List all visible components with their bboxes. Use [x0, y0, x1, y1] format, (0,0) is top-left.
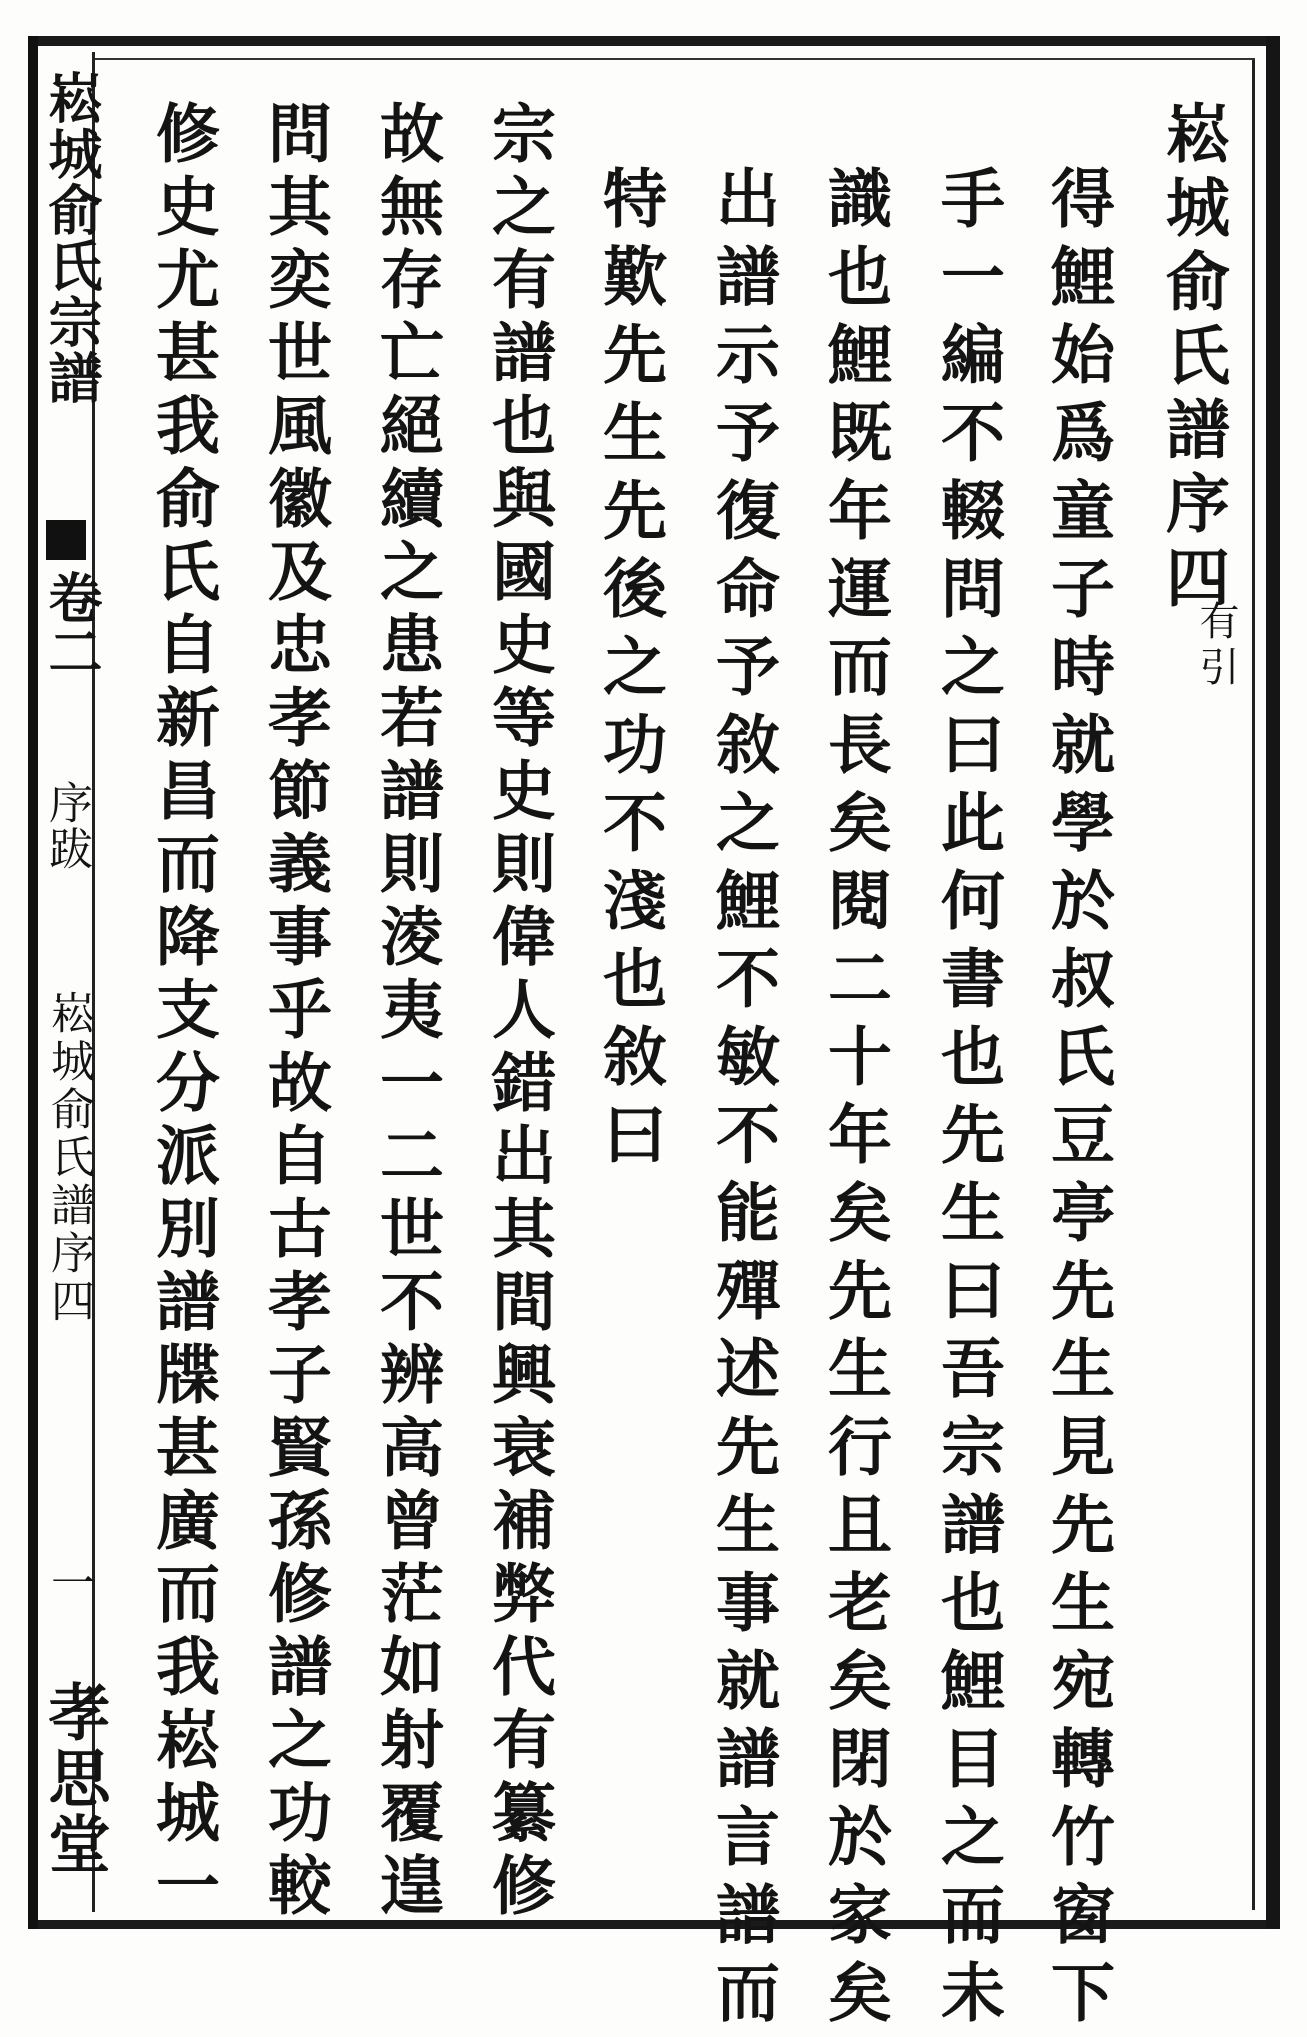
text-column-3: 識也鯉既年運而長矣閱二十年矣先生行且老矣閉於家矣 [817, 165, 892, 2037]
margin-hall-name: 孝思堂 [38, 1680, 111, 1878]
text-column-5: 特歎先生先後之功不淺也敘曰 [592, 165, 667, 1179]
text-column-2: 手一編不輟問之曰此何書也先生曰吾宗譜也鯉目之而未 [930, 165, 1005, 2037]
margin-section: 序跋 [41, 780, 92, 872]
inner-top-line [95, 58, 1255, 60]
text-column-7: 故無存亡絕續之患若譜則淩夷一二世不辨高曾茫如射覆遑 [369, 100, 444, 1925]
text-column-8: 問其奕世風徽及忠孝節義事乎故自古孝子賢孫修譜之功較 [257, 100, 332, 1925]
margin-running-title: 崧城俞氏譜序四 [43, 990, 94, 1326]
title-note: 有引 [1193, 600, 1239, 692]
margin-volume: 卷二 [40, 570, 104, 678]
text-column-4: 出譜示予復命予敘之鯉不敏不能殫述先生事就譜言譜而 [705, 165, 780, 2037]
margin-book-title: 崧城俞氏宗譜 [40, 70, 104, 406]
frame-right-border [1266, 36, 1280, 1929]
preface-title: 崧城俞氏譜序四 [1155, 100, 1230, 618]
text-column-1: 得鯉始爲童子時就學於叔氏豆亭先生見先生宛轉竹窗下 [1040, 165, 1115, 2037]
text-column-9: 修史尤甚我俞氏自新昌而降支分派別譜牒甚廣而我崧城一 [145, 100, 220, 1925]
text-column-6: 宗之有譜也與國史等史則偉人錯出其間興衰補弊代有纂修 [481, 100, 556, 1925]
frame-right-inner-line [1252, 60, 1255, 1910]
margin-page-number: 一 [43, 1560, 94, 1604]
frame-top-border [28, 36, 1278, 46]
margin-fishtail-mark [46, 520, 86, 560]
